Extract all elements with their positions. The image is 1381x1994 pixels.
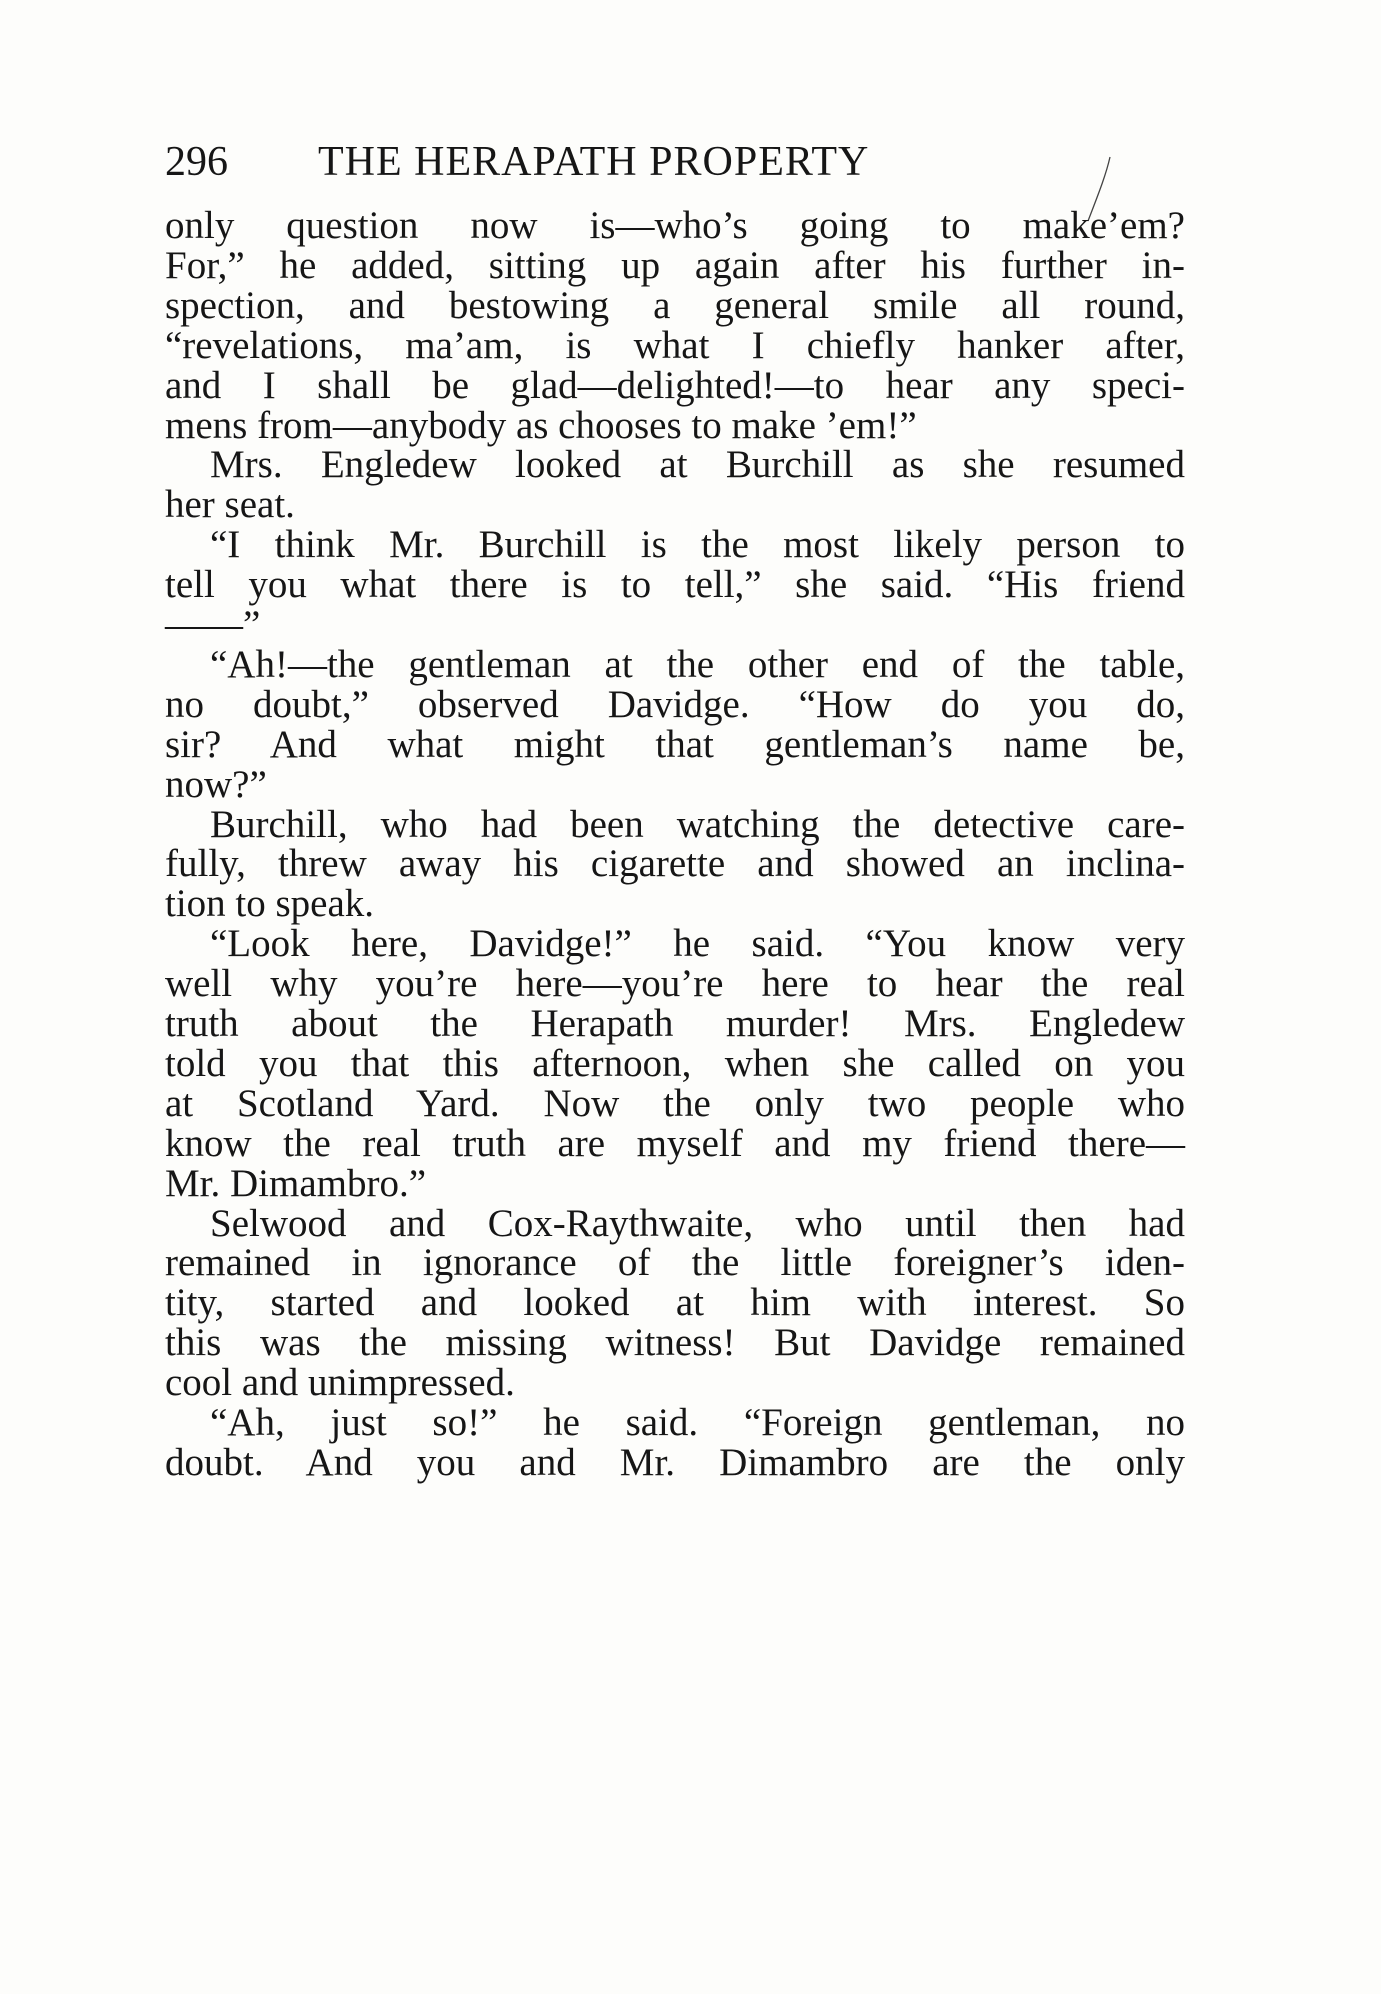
text-line: fully, threw away his cigarette and showed an inclina- xyxy=(165,842,1185,886)
page-number: 296 xyxy=(165,139,228,185)
text-line: at Scotland Yard. Now the only two people who xyxy=(165,1081,1185,1125)
text-line: truth about the Herapath murder! Mrs. Engledew xyxy=(165,1002,1185,1045)
text-line: For,” he added, sitting up again after his further in- xyxy=(165,243,1185,287)
text-line: tell you what there is to tell,” she said. “His friend xyxy=(165,563,1185,607)
text-line: mens from—anybody as chooses to make ’em!” xyxy=(165,403,917,447)
text-line: tity, started and looked at him with interest. So xyxy=(165,1281,1185,1325)
text-line: cool and unimpressed. xyxy=(165,1361,515,1405)
text-line: Mr. Dimambro.” xyxy=(165,1161,427,1205)
text-line: Selwood and Cox-Raythwaite, who until then had xyxy=(210,1201,1185,1245)
running-title: THE HERAPATH PROPERTY xyxy=(318,139,870,185)
text-line: Mrs. Engledew looked at Burchill as she resumed xyxy=(210,443,1185,487)
text-line: ——” xyxy=(165,603,261,646)
text-line: only question now is—who’s going to make’em? xyxy=(165,204,1185,247)
text-line: “Ah!—the gentleman at the other end of the table, xyxy=(210,642,1185,686)
text-line: well why you’re here—you’re here to hear the real xyxy=(165,962,1185,1006)
text-line: spection, and bestowing a general smile all round, xyxy=(165,283,1185,327)
text-line: no doubt,” observed Davidge. “How do you do, xyxy=(165,682,1185,726)
text-line: remained in ignorance of the little foreigner’s iden- xyxy=(165,1241,1185,1285)
page-header xyxy=(165,134,1185,190)
text-line: know the real truth are myself and my friend there— xyxy=(165,1121,1185,1165)
text-line: Burchill, who had been watching the detective care- xyxy=(210,802,1185,846)
text-line: now?” xyxy=(165,762,267,806)
text-line: this was the missing witness! But Davidge remained xyxy=(165,1321,1185,1365)
text-line: and I shall be glad—delighted!—to hear any speci- xyxy=(165,363,1185,407)
text-line: “I think Mr. Burchill is the most likely person to xyxy=(210,523,1185,567)
text-line: “revelations, ma’am, is what I chiefly hanker after, xyxy=(165,323,1185,367)
text-line: tion to speak. xyxy=(165,882,375,926)
text-line: sir? And what might that gentleman’s name be, xyxy=(165,722,1185,766)
text-line: her seat. xyxy=(165,483,295,527)
text-line: told you that this afternoon, when she called on you xyxy=(165,1041,1185,1085)
text-line: “Look here, Davidge!” he said. “You know very xyxy=(210,922,1185,966)
text-line: doubt. And you and Mr. Dimambro are the only xyxy=(165,1440,1185,1484)
text-line: “Ah, just so!” he said. “Foreign gentleman, no xyxy=(210,1401,1185,1444)
